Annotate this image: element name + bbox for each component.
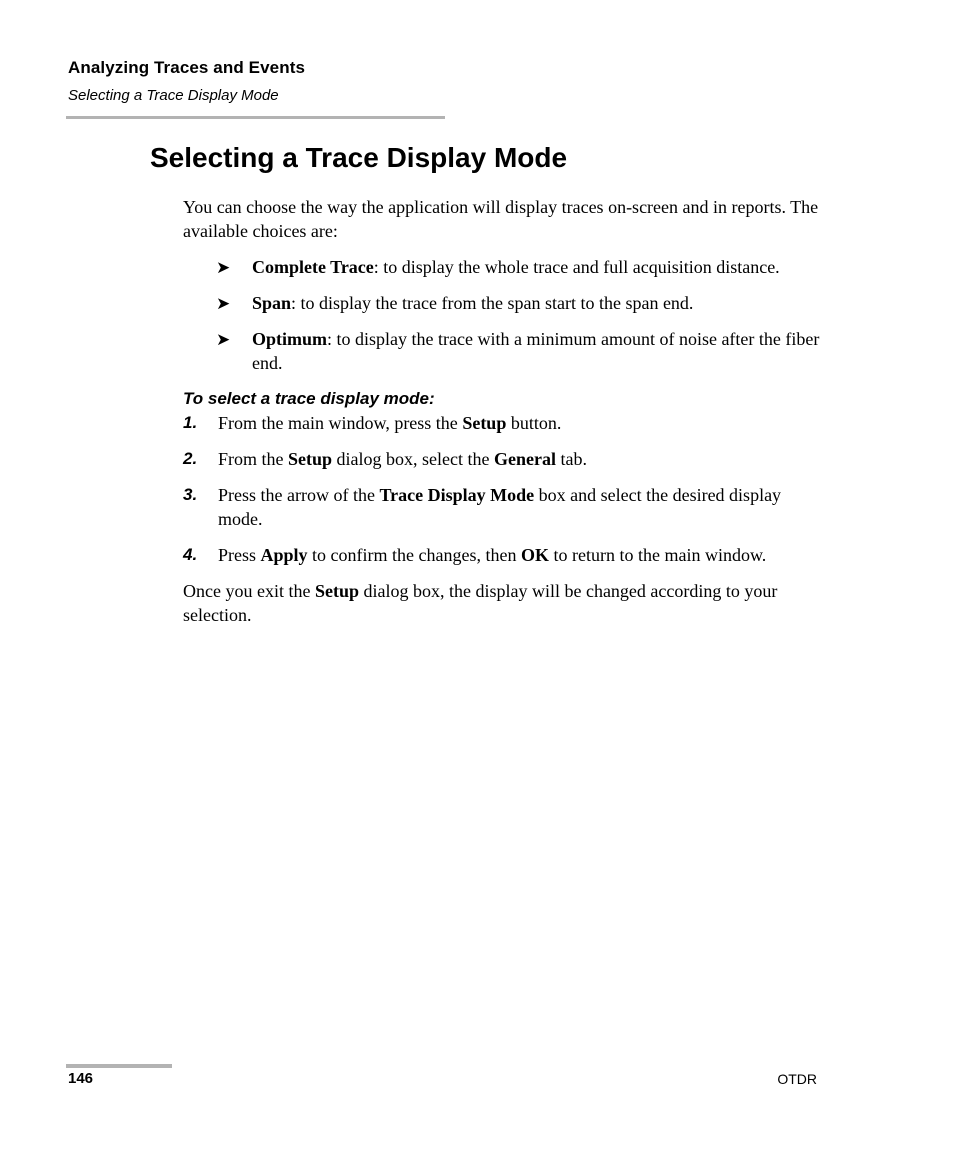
list-item-optimum xyxy=(183,327,823,375)
option-desc: : to display the trace with a minimum amount of noise after the fiber end. xyxy=(252,329,820,373)
arrow-bullet-icon: ➤ xyxy=(216,330,231,350)
option-desc: : to display the whole trace and full acquisition distance. xyxy=(373,257,780,277)
step-number: 2. xyxy=(183,449,198,468)
list-item-span xyxy=(183,291,823,315)
step-text: button. xyxy=(506,413,562,433)
option-term: Complete Trace xyxy=(252,257,374,277)
step-number: 4. xyxy=(183,545,198,564)
running-header-chapter: Analyzing Traces and Events xyxy=(68,58,306,77)
step-4 xyxy=(183,543,823,567)
steps-list xyxy=(183,411,823,567)
running-header-section: Selecting a Trace Display Mode xyxy=(68,87,279,104)
step-text: box and select the desired display mode. xyxy=(218,485,782,529)
step-text: tab. xyxy=(555,449,587,469)
ui-term: Setup xyxy=(314,581,359,601)
ui-term: Apply xyxy=(260,545,308,565)
page-title: Selecting a Trace Display Mode xyxy=(150,142,568,173)
closing-text: Once you exit the xyxy=(183,581,315,601)
step-3 xyxy=(183,483,823,531)
footer-divider xyxy=(66,1064,172,1068)
step-text: Press the arrow of the xyxy=(218,485,380,505)
main-content xyxy=(183,195,823,627)
step-1 xyxy=(183,411,823,435)
arrow-bullet-icon: ➤ xyxy=(216,294,231,314)
step-text: From the xyxy=(218,449,288,469)
option-term: Optimum xyxy=(252,329,328,349)
list-item-complete-trace xyxy=(183,255,823,279)
ui-term: Trace Display Mode xyxy=(379,485,535,505)
option-term: Span xyxy=(252,293,292,313)
page-number: 146 xyxy=(68,1070,94,1087)
options-list xyxy=(183,255,823,375)
ui-term: General xyxy=(493,449,556,469)
header-divider xyxy=(66,116,445,119)
ui-term: Setup xyxy=(288,449,333,469)
procedure-heading: To select a trace display mode: xyxy=(183,389,435,408)
step-number: 3. xyxy=(183,485,198,504)
step-text: Press xyxy=(218,545,261,565)
option-desc: : to display the trace from the span start to the span end. xyxy=(291,293,694,313)
product-name: OTDR xyxy=(777,1071,817,1087)
step-text: dialog box, select the xyxy=(332,449,494,469)
ui-term: Setup xyxy=(462,413,507,433)
intro-paragraph: You can choose the way the application will display traces on-screen and in reports. The available choices are: xyxy=(183,197,819,241)
ui-term: OK xyxy=(520,545,549,565)
arrow-bullet-icon: ➤ xyxy=(216,258,231,278)
step-text: to return to the main window. xyxy=(549,545,767,565)
step-text: to confirm the changes, then xyxy=(307,545,521,565)
closing-text: dialog box, the display will be changed according to your selection. xyxy=(183,581,778,625)
closing-paragraph xyxy=(183,579,823,627)
step-number: 1. xyxy=(183,413,198,432)
step-text: From the main window, press the xyxy=(218,413,463,433)
step-2 xyxy=(183,447,823,471)
